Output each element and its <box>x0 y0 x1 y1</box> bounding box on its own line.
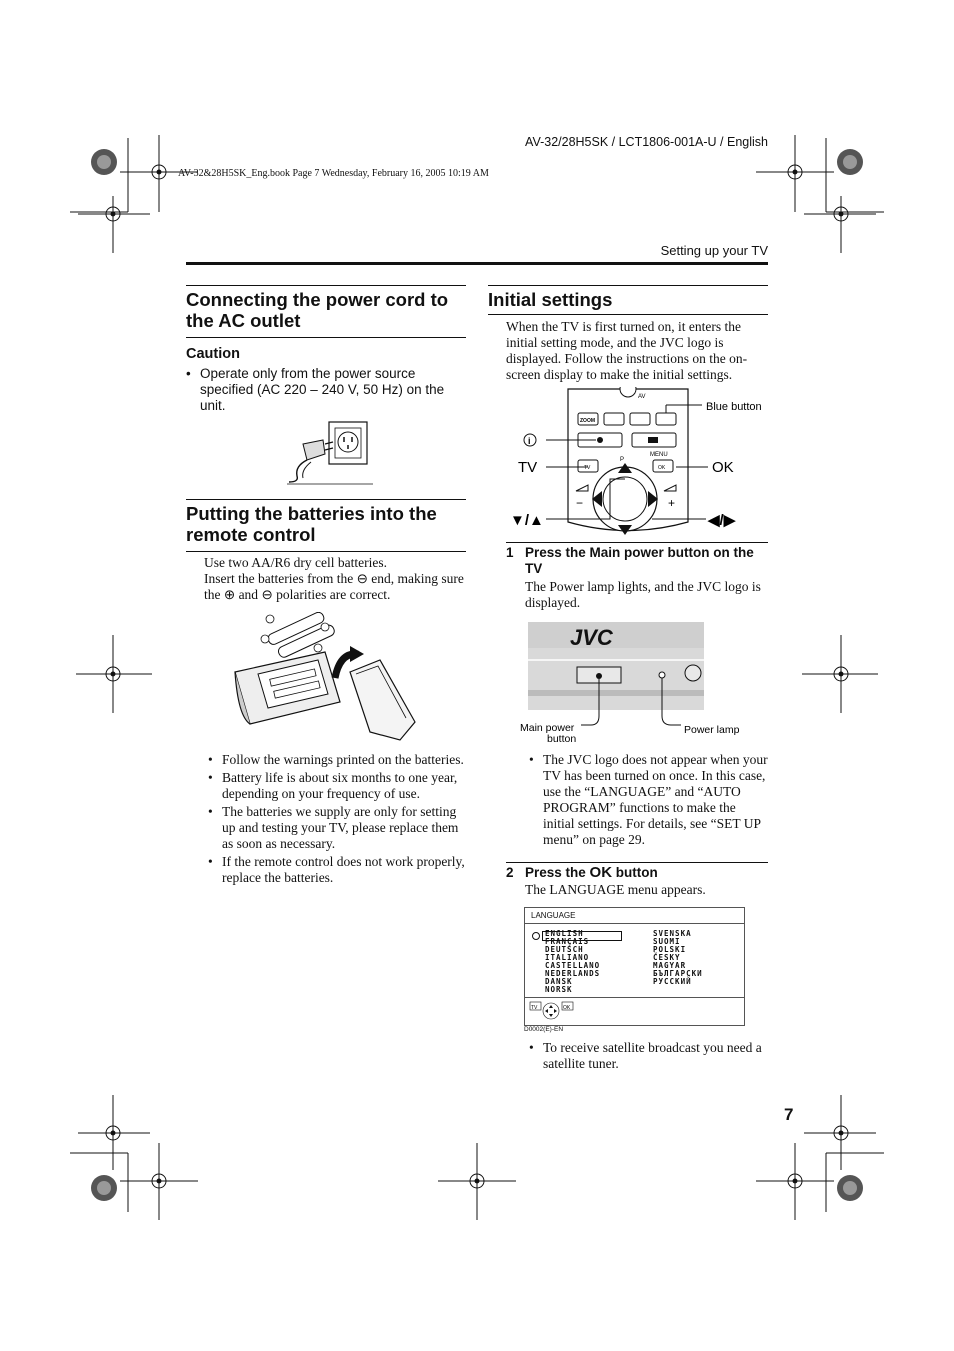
language-list-right <box>653 930 703 986</box>
header-rule <box>186 262 768 265</box>
remote-control-diagram <box>510 387 772 539</box>
power-cord-heading: Connecting the power cord to the AC outlet <box>186 289 449 331</box>
minus-label: − <box>576 496 584 510</box>
language-option[interactable]: ENGLISH <box>545 929 584 938</box>
step-1-note: • The JVC logo does not appear when your TV has been turned on once. In this case, use the “LANGUAGE” and “AUTO PROGRAM” functions to make the initial settings. For details, see “SET UP menu” on page 29. <box>529 752 768 848</box>
battery-insertion-illustration <box>230 612 420 747</box>
power-lamp-label: Power lamp <box>684 724 740 736</box>
language-option[interactable]: NEDERLANDS <box>545 969 601 978</box>
battery-notes-list <box>208 752 468 888</box>
battery-note: • The batteries we supply are only for setting up and testing your TV, please replace them as soon as necessary. <box>208 804 468 852</box>
language-menu-bottom-divider <box>525 997 744 998</box>
caution-item: • Operate only from the power source specified (AC 220 – 240 V, 50 Hz) on the unit. <box>186 366 466 414</box>
minus-circle-icon: ⊖ <box>356 571 368 586</box>
step-1-text: The Power lamp lights, and the JVC logo is displayed. <box>525 579 761 610</box>
battery-note: • Follow the warnings printed on the batteries. <box>208 752 468 768</box>
page-number: 7 <box>784 1105 794 1124</box>
step-2-text: The LANGUAGE menu appears. <box>525 882 706 897</box>
step-2-notes <box>529 1040 768 1074</box>
ok-callout-label: OK <box>712 459 734 476</box>
intro-text-d: polarities are correct. <box>272 587 391 602</box>
power-plug-illustration <box>285 420 375 486</box>
p-label: P <box>620 457 625 463</box>
left-right-arrow-icon: ◀/▶ <box>708 512 736 529</box>
language-option[interactable]: FRANÇAIS <box>545 937 590 946</box>
ok-button-label: OK <box>658 465 666 471</box>
step-1-number: 1 <box>506 545 514 560</box>
step-1-header <box>506 545 768 577</box>
initial-settings-intro: When the TV is first turned on, it enters the initial setting mode, and the JVC logo is displayed. Follow the instructions on the on-screen display to make the initial settings. <box>506 319 748 382</box>
up-down-arrow-icon: ▼/▲ <box>510 512 544 529</box>
language-option[interactable]: SVENSKA <box>653 929 692 938</box>
language-option[interactable]: РУССКИЙ <box>653 977 692 986</box>
menu-code: D0002(E)-EN <box>524 1026 564 1033</box>
intro-text-c: and <box>235 587 262 602</box>
language-menu <box>524 907 745 1026</box>
blue-button <box>656 413 676 425</box>
plus-circle-icon: ⊕ <box>223 587 236 602</box>
svg-text:i: i <box>528 436 531 446</box>
step-2-header <box>506 865 768 881</box>
battery-note: • Battery life is about six months to one year, depending on your frequency of use. <box>208 770 468 802</box>
step-1-notes <box>529 752 768 850</box>
av-label: AV <box>638 394 646 400</box>
section-header: Setting up your TV <box>660 243 768 258</box>
step-2-rule <box>506 862 768 863</box>
main-power-label-line-1: Main power <box>520 722 575 734</box>
battery-note: • If the remote control does not work properly, replace the batteries. <box>208 854 468 886</box>
step-2-note: • To receive satellite broadcast you need a satellite tuner. <box>529 1040 768 1072</box>
menu-label: MENU <box>650 452 668 458</box>
menu-tv-icon-label: TV <box>531 1005 538 1011</box>
power-cord-section-title <box>186 285 466 338</box>
blue-button-label: Blue button <box>706 401 762 413</box>
initial-settings-heading: Initial settings <box>488 289 613 310</box>
step-2-title-a: Press the <box>525 865 590 880</box>
document-id: AV-32/28H5SK / LCT1806-001A-U / English <box>525 135 768 149</box>
language-menu-title: LANGUAGE <box>531 911 576 920</box>
tv-callout-label: TV <box>518 459 538 476</box>
batteries-intro-line-1: Use two AA/R6 dry cell batteries. <box>204 555 387 570</box>
jvc-logo: JVC <box>570 625 613 650</box>
batteries-section-title <box>186 499 466 552</box>
step-2-title <box>525 865 658 881</box>
language-option[interactable]: NORSK <box>545 985 573 994</box>
main-power-label-line-2: button <box>547 733 577 745</box>
language-option[interactable]: SUOMI <box>653 937 681 946</box>
language-option[interactable]: DANSK <box>545 977 573 986</box>
language-option[interactable]: POLSKI <box>653 945 687 954</box>
intro-text-a: Insert the batteries from the <box>204 571 357 586</box>
language-option[interactable]: MAGYAR <box>653 961 687 970</box>
language-option[interactable]: ČESKY <box>653 953 681 962</box>
menu-ok-icon-label: OK <box>563 1005 571 1011</box>
language-option[interactable]: DEUTSCH <box>545 945 584 954</box>
step-1-title: Press the Main power button on the TV <box>525 545 754 576</box>
step-2-title-b: button <box>612 865 658 880</box>
caution-label: Caution <box>186 346 240 362</box>
initial-settings-section-title <box>488 285 768 315</box>
language-menu-top-divider <box>525 923 744 924</box>
intro-text-b: end, making sure the <box>204 571 464 602</box>
menu-nav-icons <box>529 1000 579 1022</box>
batteries-heading: Putting the batteries into the remote control <box>186 503 437 545</box>
zoom-button-label: ZOOM <box>580 418 595 424</box>
minus-circle-icon: ⊖ <box>261 587 273 602</box>
batteries-intro-line-2 <box>204 571 466 603</box>
step-2-number: 2 <box>506 865 514 880</box>
tv-front-panel-diagram <box>515 620 755 748</box>
language-option[interactable]: ITALIANO <box>545 953 590 962</box>
book-info: AV-32&28H5SK_Eng.book Page 7 Wednesday, February 16, 2005 10:19 AM <box>178 168 489 179</box>
selection-circle-icon <box>532 932 540 940</box>
language-option[interactable]: CASTELLANO <box>545 961 601 970</box>
language-option[interactable]: БЪЛГАРСКИ <box>653 969 703 978</box>
caution-list <box>186 366 466 416</box>
step-1-rule <box>506 542 768 543</box>
language-list-left <box>545 930 600 994</box>
ok-key-icon: OK <box>589 864 613 881</box>
tv-button-label: TV <box>584 465 591 471</box>
plus-label: + <box>668 496 676 510</box>
batteries-intro <box>204 555 466 603</box>
